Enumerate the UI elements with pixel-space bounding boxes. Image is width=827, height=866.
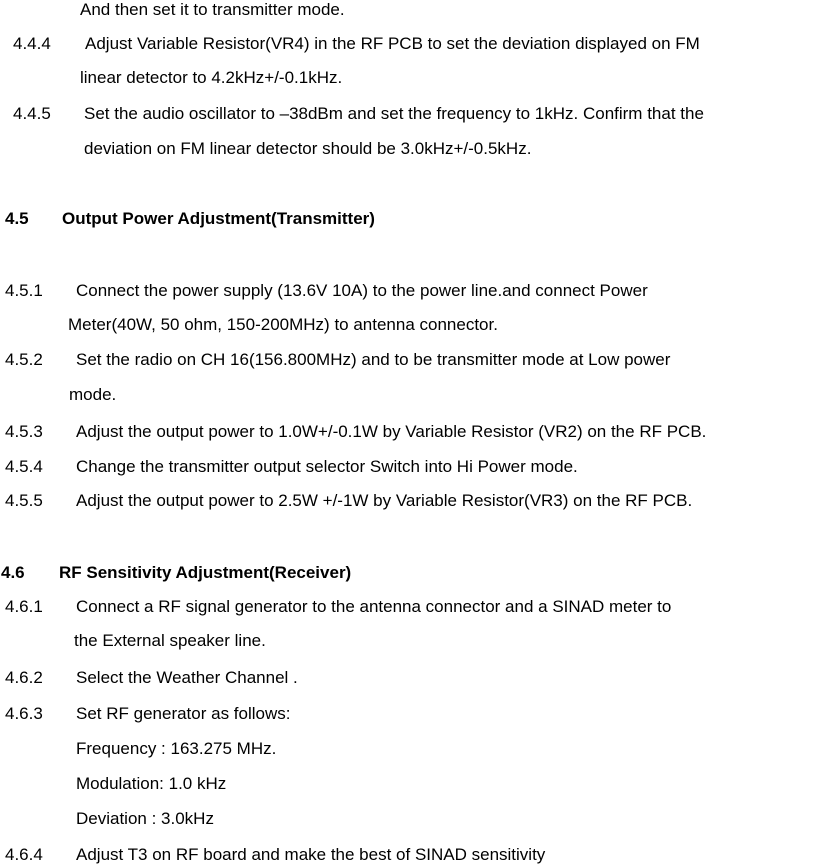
- heading-number-4-5: 4.5: [5, 209, 29, 228]
- intro-text: And then set it to transmitter mode.: [80, 0, 345, 19]
- section-4-5-5-text: Adjust the output power to 2.5W +/-1W by Variable Resistor(VR3) on the RF PCB.: [76, 491, 693, 510]
- section-4-6-3-text-line-1: Set RF generator as follows:: [76, 704, 291, 723]
- section-4-6-1-text-line-2: the External speaker line.: [74, 631, 266, 650]
- section-number-4-6-1: 4.6.1: [5, 597, 43, 616]
- section-4-6-1-text-line-1: Connect a RF signal generator to the antenna connector and a SINAD meter to: [76, 597, 672, 616]
- section-4-5-1-text-line-1: Connect the power supply (13.6V 10A) to the power line.and connect Power: [76, 281, 648, 300]
- section-4-4-4-text-line-2: linear detector to 4.2kHz+/-0.1kHz.: [80, 68, 343, 87]
- rf-generator-modulation: Modulation: 1.0 kHz: [76, 774, 227, 793]
- section-number-4-5-2: 4.5.2: [5, 350, 43, 369]
- rf-generator-deviation: Deviation : 3.0kHz: [76, 809, 214, 828]
- section-4-5-2-text-line-2: mode.: [69, 385, 117, 404]
- section-number-4-6-4: 4.6.4: [5, 845, 43, 864]
- section-number-4-5-1: 4.5.1: [5, 281, 43, 300]
- heading-output-power-adjustment: Output Power Adjustment(Transmitter): [62, 209, 375, 228]
- section-4-4-5-text-line-1: Set the audio oscillator to –38dBm and set the frequency to 1kHz. Confirm that the: [84, 104, 704, 123]
- section-number-4-5-4: 4.5.4: [5, 457, 43, 476]
- section-4-5-3-text: Adjust the output power to 1.0W+/-0.1W by Variable Resistor (VR2) on the RF PCB.: [76, 422, 707, 441]
- section-number-4-4-5: 4.4.5: [13, 104, 51, 123]
- section-number-4-5-5: 4.5.5: [5, 491, 43, 510]
- section-number-4-6-2: 4.6.2: [5, 668, 43, 687]
- section-4-5-2-text-line-1: Set the radio on CH 16(156.800MHz) and to be transmitter mode at Low power: [76, 350, 671, 369]
- section-4-4-4-text-line-1: Adjust Variable Resistor(VR4) in the RF PCB to set the deviation displayed on FM: [85, 34, 700, 53]
- section-4-6-2-text: Select the Weather Channel .: [76, 668, 298, 687]
- section-number-4-6-3: 4.6.3: [5, 704, 43, 723]
- section-4-6-4-text: Adjust T3 on RF board and make the best of SINAD sensitivity: [76, 845, 546, 864]
- section-number-4-4-4: 4.4.4: [13, 34, 51, 53]
- section-4-4-5-text-line-2: deviation on FM linear detector should be 3.0kHz+/-0.5kHz.: [84, 139, 532, 158]
- heading-rf-sensitivity-adjustment: RF Sensitivity Adjustment(Receiver): [59, 563, 352, 582]
- heading-number-4-6: 4.6: [1, 563, 25, 582]
- section-4-5-1-text-line-2: Meter(40W, 50 ohm, 150-200MHz) to antenna connector.: [68, 315, 498, 334]
- section-number-4-5-3: 4.5.3: [5, 422, 43, 441]
- section-4-5-4-text: Change the transmitter output selector Switch into Hi Power mode.: [76, 457, 578, 476]
- rf-generator-frequency: Frequency : 163.275 MHz.: [76, 739, 277, 758]
